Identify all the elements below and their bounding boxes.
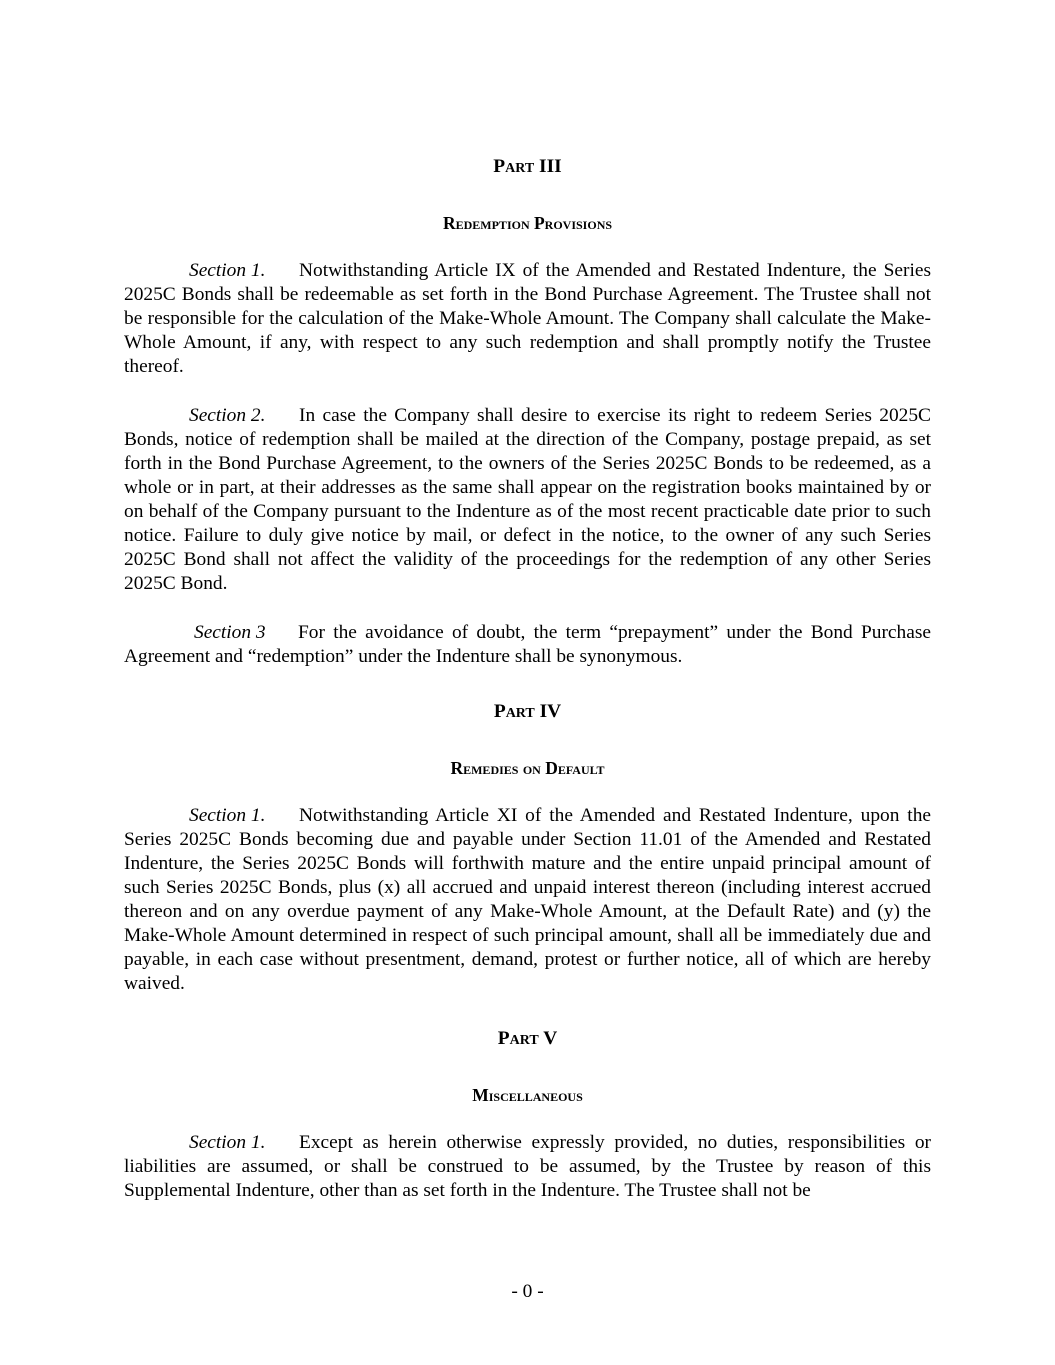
- section-label: Section 2.: [189, 405, 266, 426]
- section-text: For the avoidance of doubt, the term “prepayment” under the Bond Purchase Agreement and “redemption” under the Indenture shall be synonymous.: [124, 622, 931, 667]
- part-v-section-1: [124, 1131, 931, 1203]
- part-iii-heading: Part III: [493, 156, 562, 177]
- section-label: Section 3: [194, 622, 266, 643]
- remedies-on-default-title: Remedies on Default: [450, 758, 605, 778]
- part-iii-section-2: [124, 404, 931, 596]
- section-label: Section 1.: [189, 1132, 266, 1153]
- section-text: Notwithstanding Article XI of the Amended and Restated Indenture, upon the Series 2025C Bonds becoming due and payable under Section 11.01 of the Amended and Restated Indenture, the Series 2025C Bonds will forthwith mature and the entire unpaid principal amount of such Series 2025C Bonds, plus (x) all accrued and unpaid interest thereon (including interest accrued thereon and on any overdue payment of any Make-Whole Amount, at the Default Rate) and (y) the Make-Whole Amount determined in respect of such principal amount, shall all be immediately due and payable, in each case without presentment, demand, protest or further notice, all of which are hereby waived.: [124, 805, 931, 994]
- page-number: - 0 -: [511, 1281, 544, 1302]
- part-iv-section-1: [124, 804, 931, 996]
- section-text: In case the Company shall desire to exercise its right to redeem Series 2025C Bonds, notice of redemption shall be mailed at the direction of the Company, postage prepaid, as set forth in the Bond Purchase Agreement, to the owners of the Series 2025C Bonds to be redeemed, as a whole or in part, at their addresses as the same shall appear on the registration books maintained by or on behalf of the Company pursuant to the Indenture as of the most recent practicable date prior to such notice. Failure to duly give notice by mail, or defect in the notice, to the owner of any such Series 2025C Bond shall not affect the validity of the proceedings for the redemption of any other Series 2025C Bond.: [124, 405, 931, 594]
- miscellaneous-title: Miscellaneous: [472, 1085, 583, 1105]
- part-iv-heading: Part IV: [493, 701, 562, 722]
- part-iii-section-3: [124, 621, 931, 669]
- section-label: Section 1.: [189, 805, 266, 826]
- section-label: Section 1.: [189, 260, 266, 281]
- part-v-heading: Part V: [497, 1028, 558, 1049]
- section-text: Notwithstanding Article IX of the Amended and Restated Indenture, the Series 2025C Bonds shall be redeemable as set forth in the Bond Purchase Agreement. The Trustee shall not be responsible for the calculation of the Make-Whole Amount. The Company shall calculate the Make-Whole Amount, if any, with respect to any such redemption and shall promptly notify the Trustee thereof.: [124, 260, 931, 377]
- section-text: Except as herein otherwise expressly provided, no duties, responsibilities or liabilities are assumed, or shall be construed to be assumed, by the Trustee by reason of this Supplemental Indenture, other than as set forth in the Indenture. The Trustee shall not be: [124, 1132, 931, 1201]
- redemption-provisions-title: Redemption Provisions: [442, 213, 613, 233]
- part-iii-section-1: [124, 259, 931, 379]
